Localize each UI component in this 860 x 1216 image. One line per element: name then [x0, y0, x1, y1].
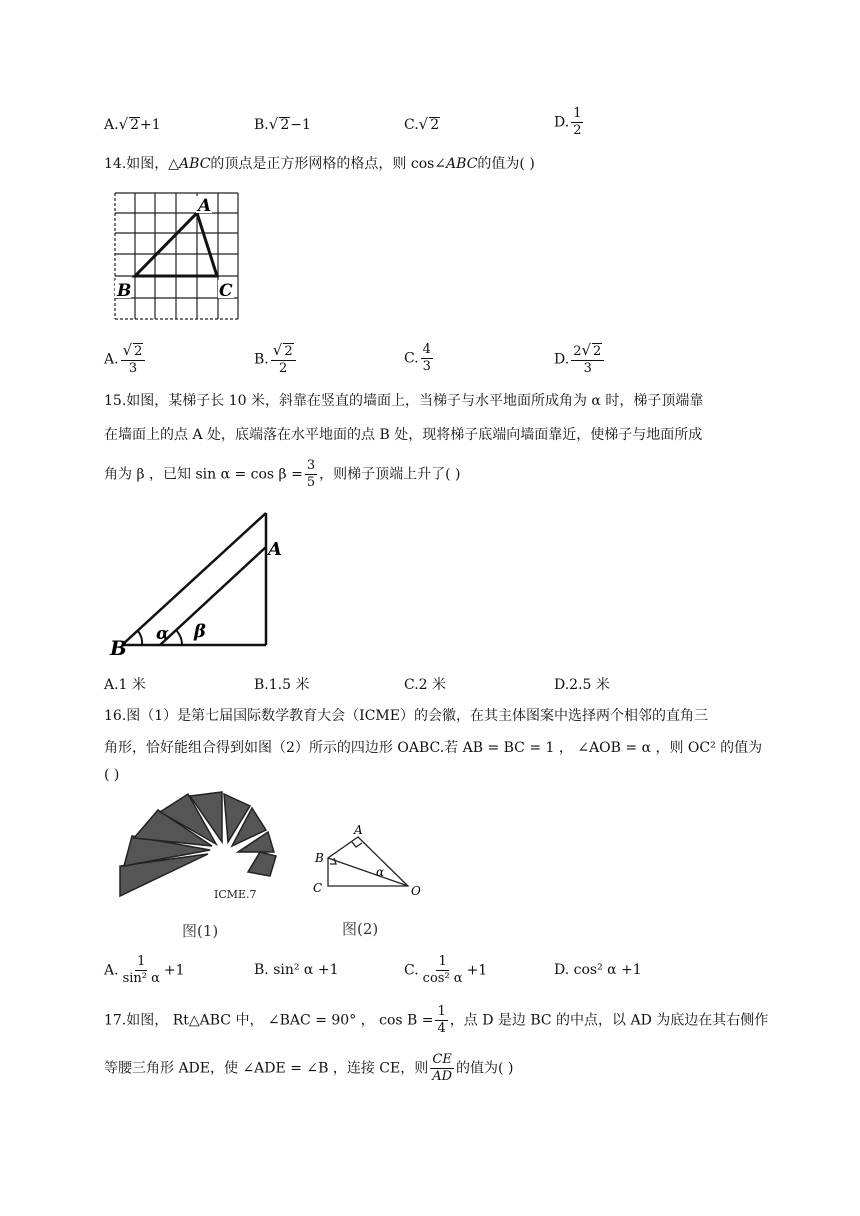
stem-text: 等腰三角形 ADE，使 ∠ADE = ∠B ，连接 CE，则: [104, 1060, 429, 1077]
numerator: 1: [573, 106, 582, 121]
q13-option-c: [404, 114, 440, 135]
emblem-triangles: [120, 792, 276, 896]
q16-option-b: B. sin² α +1: [254, 962, 339, 978]
figure-1-caption: 图(1): [182, 922, 219, 940]
option-expr: −1: [290, 117, 311, 133]
sqrt-sign: √: [418, 115, 429, 133]
denominator: 2: [279, 361, 288, 376]
stem-text: 的顶点是正方形网格的格点，则 cos∠: [210, 156, 447, 172]
right-angle-mark-a: [352, 842, 362, 847]
option-label: D.: [554, 114, 570, 131]
coefficient: 2: [573, 344, 582, 359]
numerator: 1: [437, 1004, 446, 1019]
fraction: [305, 458, 317, 491]
stem-text: 的值为( ): [477, 156, 535, 172]
point-label-b: B: [110, 636, 127, 660]
q13-option-a: [104, 114, 161, 135]
denominator: AD: [432, 1069, 453, 1084]
vertex-label-c: C: [219, 281, 233, 301]
q16-option-a: [104, 954, 185, 987]
radicand: 2: [134, 344, 143, 359]
q16-quadrilateral-figure: [310, 822, 430, 948]
point-label-a: A: [354, 823, 363, 837]
stem-text: 17.如图， Rt△ABC 中， ∠BAC = 90° ， cos B =: [104, 1012, 434, 1029]
q13-option-d: [554, 106, 585, 139]
segment-ob: [328, 858, 408, 886]
fraction: [421, 954, 465, 987]
q16-stem-line3: ( ): [104, 767, 120, 783]
point-label-c: C: [313, 881, 323, 895]
option-label: D.: [554, 351, 570, 368]
option-label: C.: [404, 117, 419, 133]
denominator: 5: [306, 475, 316, 490]
denominator: 3: [128, 361, 138, 376]
q16-option-d: D. cos² α +1: [554, 962, 642, 978]
quadrilateral-oabc: [328, 837, 408, 886]
fraction: [271, 342, 296, 377]
sqrt-sign: √: [268, 115, 279, 133]
q14-option-b: [254, 342, 298, 377]
stem-text: ，则梯子顶端上升了( ): [319, 466, 461, 483]
q17-stem-line1: [104, 1004, 768, 1037]
point-label-a: A: [268, 539, 282, 560]
option-label: B.: [254, 351, 269, 368]
stem-text: 14.如图，△: [104, 156, 180, 172]
q14-option-c: [404, 342, 435, 375]
radicand: 2: [430, 117, 440, 133]
q15-option-d: D.2.5 米: [554, 677, 610, 693]
angle-label-alpha: α: [156, 624, 170, 644]
denominator: 3: [583, 361, 592, 376]
stem-math: ABC: [179, 156, 211, 172]
stem-text: 的值为( ): [456, 1060, 514, 1077]
q14-option-d: [554, 342, 606, 377]
point-label-o: O: [411, 884, 421, 898]
angle-arc-beta: [176, 630, 182, 645]
numerator: 1: [137, 954, 146, 969]
fraction: [435, 1004, 447, 1037]
angle-label-beta: β: [194, 621, 206, 642]
stem-text: ，点 D 是边 BC 的中点，以 AD 为底边在其右侧作: [449, 1012, 769, 1029]
denominator: 2: [573, 123, 582, 138]
radicand: 2: [593, 344, 602, 359]
fraction: [421, 342, 433, 375]
q15-option-a: A.1 米: [104, 677, 146, 693]
stem-math: ABC: [446, 156, 478, 172]
q15-option-b: B.1.5 米: [254, 677, 310, 693]
q15-ladder-figure: [108, 505, 288, 660]
numerator: √ 2: [271, 342, 296, 361]
angle-label-alpha: α: [376, 865, 385, 879]
stem-text: 角为 β ，已知 sin α = cos β =: [104, 466, 303, 483]
q14-stem: [104, 154, 535, 174]
radicand: 2: [280, 117, 290, 133]
option-expr: +1: [466, 962, 488, 979]
numerator: 4: [422, 342, 431, 357]
option-label: A.: [104, 351, 119, 368]
q15-stem-line2: 在墙面上的点 A 处，底端落在水平地面的点 B 处，现将梯子底端向墙面靠近，使梯子与地面所成: [104, 427, 703, 443]
numerator: 1: [438, 954, 447, 969]
option-label: C.: [404, 350, 419, 367]
fraction: [430, 1052, 454, 1085]
numerator: 2√ 2: [571, 342, 604, 361]
fraction: [571, 106, 583, 139]
q14-option-a: [104, 342, 147, 377]
sqrt-sign: √: [118, 115, 129, 133]
option-label: A.: [104, 117, 119, 133]
vertex-label-a: A: [198, 196, 212, 216]
q15-stem-line3: [104, 458, 461, 491]
q13-option-b: [254, 114, 311, 135]
option-expr: +1: [163, 962, 185, 979]
fraction: [571, 342, 604, 377]
emblem-text: ICME.7: [214, 888, 257, 901]
numerator: √ 2: [121, 342, 146, 361]
q14-grid-figure: [110, 188, 242, 324]
numerator: CE: [432, 1052, 452, 1067]
vertex-label-b: B: [117, 281, 132, 301]
radicand: 2: [284, 344, 293, 359]
numerator: 3: [306, 458, 316, 473]
option-label: B.: [254, 117, 269, 133]
radicand: 2: [130, 117, 140, 133]
q15-option-c: C.2 米: [404, 677, 447, 693]
q16-option-c: [404, 954, 487, 987]
option-expr: +1: [140, 117, 161, 133]
q16-stem-line1: 16.图（1）是第七届国际数学教育大会（ICME）的会徽，在其主体图案中选择两个相邻的直角三: [104, 708, 708, 724]
q17-stem-line2: [104, 1052, 513, 1085]
denominator: 4: [437, 1021, 446, 1036]
fraction: [121, 342, 146, 377]
option-label: A.: [104, 962, 119, 979]
denominator: sin² α: [122, 971, 160, 986]
denominator: cos² α: [422, 971, 463, 986]
q16-stem-line2: 角形，恰好能组合得到如图（2）所示的四边形 OABC.若 AB = BC = 1 ， ∠AOB = α ，则 OC² 的值为: [104, 740, 763, 756]
point-label-b: B: [315, 851, 324, 865]
angle-arc-alpha: [138, 631, 142, 645]
figure-2-caption: 图(2): [342, 920, 379, 938]
option-label: C.: [404, 962, 419, 979]
q16-icme-emblem-figure: [110, 786, 290, 946]
denominator: 3: [422, 359, 431, 374]
fraction: [121, 954, 162, 987]
q15-stem-line1: 15.如图，某梯子长 10 米，斜靠在竖直的墙面上，当梯子与水平地面所成角为 α 时，梯子顶端靠: [104, 393, 704, 409]
